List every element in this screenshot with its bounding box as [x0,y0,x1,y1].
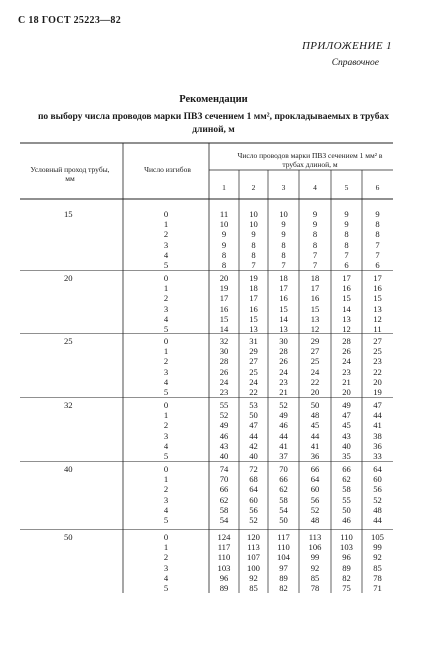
wire-count-cell: 13 [279,324,288,334]
bend-count: 5 [163,324,169,334]
wire-count-cell: 9 [312,209,318,219]
wire-count-cell: 71 [373,583,382,593]
wire-count-cell: 10 [249,209,258,219]
wire-count-cell: 10 [249,219,258,230]
wire-count-cell: 22 [249,387,258,397]
wire-count-cell: 66 [219,484,229,495]
wire-count-cell: 60 [249,494,258,505]
wire-count-cell: 41 [279,440,288,451]
bend-count: 3 [163,430,169,441]
diameter-value: 15 [64,209,73,219]
bend-count: 2 [163,484,169,495]
wire-count-cell: 41 [373,420,382,431]
wire-count-cell: 13 [373,303,382,314]
wire-count-cell: 8 [344,229,349,240]
wire-count-cell: 22 [373,366,382,377]
bend-count: 2 [163,420,169,431]
bend-count: 0 [163,464,169,474]
wire-count-cell: 26 [342,346,351,357]
wire-count-cell: 36 [310,451,320,461]
wire-count-cell: 27 [310,346,320,357]
wire-count-cell: 58 [279,494,288,505]
wire-count-cell: 56 [249,504,258,515]
wire-count-cell: 48 [310,410,320,421]
wire-count-cell: 16 [342,283,351,294]
wire-count-cell: 25 [373,346,382,357]
wire-count-cell: 8 [344,239,349,250]
wire-count-cell: 58 [219,504,229,515]
wire-count-cell: 124 [217,532,231,542]
bend-count: 1 [163,346,169,357]
bend-count: 0 [163,336,169,346]
wire-count-cell: 16 [373,283,382,294]
wire-count-cell: 21 [342,376,351,387]
wire-count-cell: 47 [373,400,382,410]
wire-count-cell: 7 [281,260,286,270]
diameter-value: 40 [64,464,73,474]
wire-count-cell: 21 [279,387,288,397]
wire-count-cell: 55 [219,400,229,410]
header-diameter: Условный проход трубы, мм [30,165,110,183]
length-header: 6 [375,183,380,192]
wire-count-cell: 52 [373,494,382,505]
wire-count-cell: 82 [279,583,288,593]
wire-count-cell: 15 [373,293,382,304]
wire-count-cell: 20 [342,387,351,397]
wire-count-cell: 8 [375,229,380,240]
wire-count-cell: 99 [373,542,382,553]
wire-count-cell: 7 [344,249,349,260]
wire-count-cell: 89 [342,562,351,573]
wire-count-cell: 20 [310,387,320,397]
wire-count-cell: 17 [279,283,288,294]
wire-count-cell: 8 [281,239,286,250]
wire-count-cell: 24 [310,366,320,377]
wire-count-cell: 17 [342,273,351,283]
wire-count-cell: 7 [251,260,256,270]
wire-count-cell: 105 [371,532,384,542]
wire-count-cell: 44 [373,410,382,421]
bend-count: 4 [163,313,169,324]
wire-count-cell: 60 [373,474,382,485]
wire-count-cell: 52 [249,515,258,525]
wire-count-cell: 44 [279,430,288,441]
wire-count-cell: 9 [312,219,318,230]
wire-count-cell: 10 [279,209,288,219]
wire-count-cell: 15 [279,303,288,314]
wire-count-cell: 24 [279,366,288,377]
wire-count-cell: 107 [247,552,260,563]
bend-count: 5 [163,515,169,525]
wire-count-cell: 15 [342,293,351,304]
wire-count-cell: 113 [247,542,260,553]
wire-count-cell: 40 [249,451,258,461]
wire-count-cell: 16 [310,293,320,304]
bend-count: 1 [163,542,169,553]
document-subtitle: по выбору числа проводов марки ПВЗ сечением 1 мм², прокладываемых в трубах длиной, м [37,112,390,135]
appendix-label: ПРИЛОЖЕНИЕ 1 [301,40,392,52]
wire-count-cell: 17 [373,273,382,283]
wire-count-cell: 12 [310,324,320,334]
wire-count-cell: 20 [373,376,382,387]
wire-count-cell: 8 [375,219,380,230]
wire-count-cell: 85 [310,572,320,583]
wire-count-cell: 120 [247,532,260,542]
wire-count-cell: 7 [375,239,380,250]
wire-count-cell: 103 [340,542,353,553]
wire-count-cell: 37 [279,451,288,461]
wire-count-cell: 50 [279,515,288,525]
bend-count: 3 [163,303,169,314]
wire-count-cell: 17 [219,293,229,304]
wire-count-cell: 54 [219,515,229,525]
wire-count-cell: 50 [249,410,258,421]
wire-count-cell: 45 [342,420,351,431]
wire-count-cell: 14 [342,303,351,314]
wire-count-cell: 103 [217,562,231,573]
bend-count: 0 [163,400,169,410]
bend-count: 0 [163,532,169,542]
wire-count-cell: 40 [219,451,229,461]
bend-count: 3 [163,494,169,505]
wire-count-cell: 20 [219,273,229,283]
wire-count-cell: 9 [221,229,227,240]
wire-count-cell: 40 [342,440,351,451]
wire-count-cell: 31 [249,336,258,346]
wire-count-cell: 17 [249,293,258,304]
wire-count-cell: 24 [342,356,351,367]
page-reference: С 18 ГОСТ 25223—82 [18,15,122,26]
wire-count-cell: 9 [281,219,286,230]
bend-count: 3 [163,239,169,250]
bend-count: 0 [163,209,169,219]
wire-count-cell: 62 [342,474,351,485]
wire-count-cell: 64 [310,474,320,485]
wire-count-cell: 18 [310,273,320,283]
wire-count-cell: 11 [219,209,229,219]
wire-count-cell: 11 [373,324,382,334]
wire-count-cell: 96 [342,552,351,563]
wire-count-cell: 82 [342,572,351,583]
wire-count-cell: 16 [219,303,229,314]
wire-count-cell: 52 [219,410,229,421]
wire-count-cell: 38 [373,430,382,441]
wire-count-cell: 89 [279,572,288,583]
diameter-value: 25 [64,336,73,346]
wire-count-cell: 6 [344,260,349,270]
wire-count-cell: 92 [310,562,320,573]
wire-count-cell: 8 [312,229,318,240]
wire-count-cell: 96 [219,572,229,583]
length-header: 4 [313,183,317,192]
wire-count-cell: 23 [373,356,382,367]
wire-count-cell: 9 [344,219,349,230]
wire-count-cell: 70 [279,464,288,474]
bend-count: 5 [163,387,169,397]
wire-count-cell: 42 [249,440,258,451]
bend-count: 1 [163,474,169,485]
wire-count-cell: 78 [310,583,320,593]
wire-count-cell: 52 [310,504,320,515]
wire-count-cell: 14 [219,324,229,334]
length-header: 3 [281,183,286,192]
wire-count-cell: 8 [251,249,256,260]
header-bends: Число изгибов [144,165,191,174]
wire-count-cell: 13 [249,324,258,334]
wire-count-cell: 23 [279,376,288,387]
wire-count-cell: 23 [342,366,351,377]
wire-count-cell: 25 [249,366,258,377]
wire-count-cell: 8 [221,249,227,260]
wire-count-cell: 8 [221,260,227,270]
bend-count: 3 [163,366,169,377]
wire-count-cell: 15 [249,313,258,324]
wire-count-cell: 9 [251,229,256,240]
wire-count-cell: 29 [310,336,320,346]
wire-count-cell: 64 [373,464,382,474]
length-header: 1 [222,183,226,192]
wire-count-cell: 30 [219,346,229,357]
wire-count-cell: 92 [249,572,258,583]
wire-count-cell: 110 [340,532,353,542]
bend-count: 4 [163,572,169,583]
diameter-value: 20 [64,273,73,283]
wire-count-cell: 46 [279,420,288,431]
wire-count-cell: 15 [310,303,320,314]
wire-count-cell: 53 [249,400,258,410]
wire-count-cell: 46 [219,430,229,441]
wire-count-cell: 14 [279,313,288,324]
wire-count-cell: 25 [310,356,320,367]
wire-count-cell: 117 [277,532,290,542]
wire-count-cell: 26 [279,356,288,367]
wire-count-cell: 35 [342,451,351,461]
wire-count-cell: 100 [247,562,260,573]
wire-count-cell: 17 [310,283,320,294]
wire-count-cell: 75 [342,583,351,593]
wire-count-cell: 47 [249,420,258,431]
wire-count-cell: 66 [310,464,320,474]
wire-count-cell: 9 [344,209,349,219]
wire-count-cell: 43 [342,430,351,441]
wire-count-cell: 110 [277,542,290,553]
bend-count: 4 [163,376,169,387]
header-wires-group: Число проводов марки ПВЗ сечением 1 мм² в трубах длиной, м [237,151,383,169]
wire-count-cell: 32 [219,336,229,346]
wire-count-cell: 58 [342,484,351,495]
wire-count-cell: 18 [279,273,288,283]
wire-count-cell: 74 [219,464,229,474]
wire-count-cell: 7 [312,260,318,270]
wire-count-cell: 8 [281,249,286,260]
bend-count: 1 [163,283,169,294]
wire-count-cell: 28 [219,356,229,367]
bend-count: 2 [163,229,169,240]
wire-count-cell: 36 [373,440,382,451]
wire-count-cell: 13 [310,313,320,324]
wire-count-cell: 85 [373,562,382,573]
wire-count-cell: 60 [310,484,320,495]
wire-count-cell: 110 [217,552,231,563]
wire-count-cell: 19 [219,283,229,294]
bend-count: 2 [163,293,169,304]
wire-count-cell: 56 [373,484,382,495]
wire-count-cell: 66 [342,464,351,474]
wire-count-cell: 16 [279,293,288,304]
bend-count: 5 [163,583,169,593]
wire-count-cell: 56 [310,494,320,505]
bend-count: 1 [163,410,169,421]
wire-count-cell: 9 [375,209,380,219]
wire-count-cell: 27 [373,336,382,346]
wire-count-cell: 9 [221,239,227,250]
wire-count-cell: 8 [251,239,256,250]
wire-count-cell: 46 [342,515,351,525]
wire-count-cell: 68 [249,474,258,485]
wire-count-cell: 92 [373,552,382,563]
bend-count: 2 [163,356,169,367]
bend-count: 4 [163,504,169,515]
wire-count-cell: 16 [249,303,258,314]
bend-count: 1 [163,219,169,230]
bend-count: 3 [163,562,169,573]
wire-count-cell: 19 [373,387,382,397]
wire-count-cell: 15 [219,313,229,324]
wire-count-cell: 12 [373,313,382,324]
wire-count-cell: 24 [219,376,229,387]
wire-count-cell: 23 [219,387,229,397]
wire-count-cell: 48 [373,504,382,515]
wire-count-cell: 18 [249,283,258,294]
wire-count-cell: 50 [342,504,351,515]
bend-count: 4 [163,440,169,451]
wire-count-cell: 12 [342,324,351,334]
wire-count-cell: 28 [342,336,351,346]
wire-count-cell: 29 [249,346,258,357]
wire-count-cell: 72 [249,464,258,474]
wire-count-cell: 99 [310,552,320,563]
wire-count-cell: 24 [249,376,258,387]
appendix-note: Справочное [331,58,379,68]
wire-count-cell: 55 [342,494,351,505]
wire-count-cell: 64 [249,484,258,495]
wire-count-cell: 44 [249,430,258,441]
wire-count-cell: 78 [373,572,382,583]
wire-count-cell: 54 [279,504,288,515]
wire-count-cell: 89 [219,583,229,593]
wire-count-cell: 26 [219,366,229,377]
wire-count-cell: 19 [249,273,258,283]
wire-count-cell: 117 [217,542,231,553]
wire-count-cell: 13 [342,313,351,324]
diameter-value: 32 [64,400,73,410]
wire-count-cell: 104 [277,552,290,563]
wire-count-cell: 45 [310,420,320,431]
wire-count-cell: 49 [279,410,288,421]
document-title: Рекомендации [179,94,248,105]
wire-count-cell: 85 [249,583,258,593]
wire-count-cell: 113 [308,532,322,542]
wire-count-cell: 50 [310,400,320,410]
bend-count: 5 [163,451,169,461]
bend-count: 2 [163,552,169,563]
wire-count-cell: 52 [279,400,288,410]
wire-count-cell: 62 [279,484,288,495]
wire-count-cell: 27 [249,356,258,367]
wire-count-cell: 7 [375,249,380,260]
wire-count-cell: 44 [373,515,382,525]
wire-count-cell: 6 [375,260,380,270]
wire-count-cell: 8 [312,239,318,250]
wire-count-cell: 66 [279,474,288,485]
wire-count-cell: 97 [279,562,288,573]
wire-count-cell: 106 [308,542,322,553]
wire-count-cell: 70 [219,474,229,485]
wire-count-cell: 43 [219,440,229,451]
bend-count: 5 [163,260,169,270]
bend-count: 0 [163,273,169,283]
wire-count-cell: 9 [281,229,286,240]
wire-count-cell: 49 [342,400,351,410]
bend-count: 4 [163,249,169,260]
wire-count-cell: 48 [310,515,320,525]
length-header: 5 [344,183,349,192]
wire-count-cell: 62 [219,494,229,505]
wire-count-cell: 28 [279,346,288,357]
wire-count-cell: 41 [310,440,320,451]
wire-count-cell: 49 [219,420,229,431]
wire-count-cell: 33 [373,451,382,461]
wire-count-cell: 44 [310,430,320,441]
wire-count-cell: 47 [342,410,351,421]
wire-count-cell: 10 [219,219,229,230]
wire-count-cell: 7 [312,249,318,260]
diameter-value: 50 [64,532,73,542]
wire-count-cell: 30 [279,336,288,346]
wire-count-cell: 22 [310,376,320,387]
length-header: 2 [251,183,256,192]
